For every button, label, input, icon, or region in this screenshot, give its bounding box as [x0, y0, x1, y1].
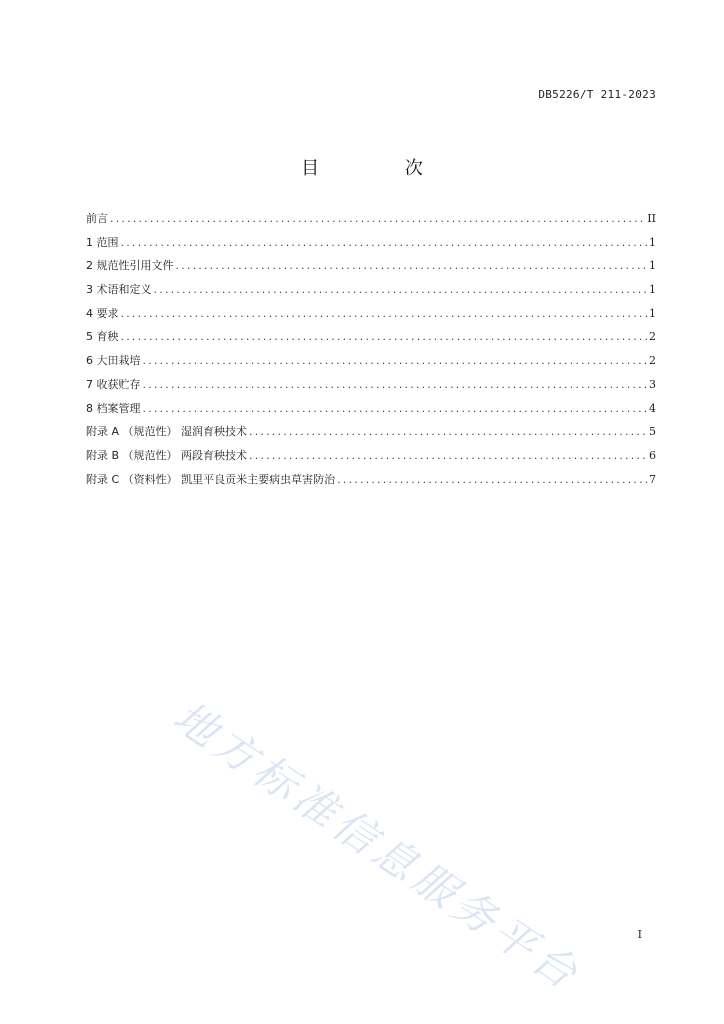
toc-entry-page: 1 [649, 283, 656, 297]
toc-leader-dots [337, 472, 647, 488]
page-number: I [637, 928, 642, 941]
toc-entry-page: 1 [649, 259, 656, 273]
toc-entry-label: 2 规范性引用文件 [86, 259, 174, 273]
toc-entry-page: 1 [649, 235, 656, 249]
toc-entry-page: 3 [649, 377, 656, 391]
toc-entry-label: 3 术语和定义 [86, 283, 152, 297]
toc-entry-label: 4 要求 [86, 306, 119, 320]
toc-entry-records-management[interactable] [86, 401, 656, 425]
toc-entry-foreword[interactable] [86, 211, 656, 235]
toc-entry-label: 附录 A （规范性） 湿润育秧技术 [86, 425, 248, 439]
document-code: DB5226/T 211-2023 [538, 88, 656, 101]
toc-leader-dots [121, 329, 648, 345]
toc-entry-page: 6 [649, 448, 656, 462]
toc-leader-dots [143, 401, 648, 417]
toc-entry-page: 7 [649, 472, 656, 486]
toc-entry-page: 5 [649, 425, 656, 439]
toc-entry-label: 附录 C （资料性） 凯里平良贡米主要病虫草害防治 [86, 472, 336, 486]
toc-entry-appendix-b[interactable] [86, 448, 656, 472]
toc-entry-label: 5 育秧 [86, 330, 119, 344]
toc-entry-appendix-c[interactable] [86, 472, 656, 496]
toc-entry-page: II [647, 212, 656, 225]
toc-entry-label: 前言 [86, 212, 108, 225]
toc-leader-dots [110, 211, 645, 227]
toc-leader-dots [249, 424, 647, 440]
toc-entry-terms-definitions[interactable] [86, 282, 656, 306]
toc-entry-requirements[interactable] [86, 306, 656, 330]
toc-entry-scope[interactable] [86, 235, 656, 259]
toc-leader-dots [121, 306, 648, 322]
toc-entry-harvest-storage[interactable] [86, 377, 656, 401]
toc-leader-dots [121, 235, 648, 251]
toc-entry-appendix-a[interactable] [86, 424, 656, 448]
table-of-contents [86, 211, 656, 495]
toc-entry-label: 1 范围 [86, 235, 119, 249]
toc-leader-dots [143, 353, 648, 369]
toc-entry-page: 1 [649, 306, 656, 320]
toc-entry-label: 8 档案管理 [86, 401, 141, 415]
toc-entry-normative-references[interactable] [86, 258, 656, 282]
toc-leader-dots [154, 282, 648, 298]
toc-entry-label: 附录 B （规范性） 两段育秧技术 [86, 448, 248, 462]
toc-entry-seedling-raising[interactable] [86, 329, 656, 353]
toc-entry-label: 7 收获贮存 [86, 377, 141, 391]
toc-leader-dots [249, 448, 647, 464]
watermark: 地方标准信息服务平台 [164, 691, 591, 1001]
toc-title: 目 次 [301, 158, 463, 179]
toc-leader-dots [143, 377, 648, 393]
toc-leader-dots [176, 258, 648, 274]
toc-entry-page: 4 [649, 401, 656, 415]
toc-entry-page: 2 [649, 354, 656, 368]
toc-entry-field-cultivation[interactable] [86, 353, 656, 377]
toc-entry-label: 6 大田栽培 [86, 354, 141, 368]
toc-entry-page: 2 [649, 330, 656, 344]
